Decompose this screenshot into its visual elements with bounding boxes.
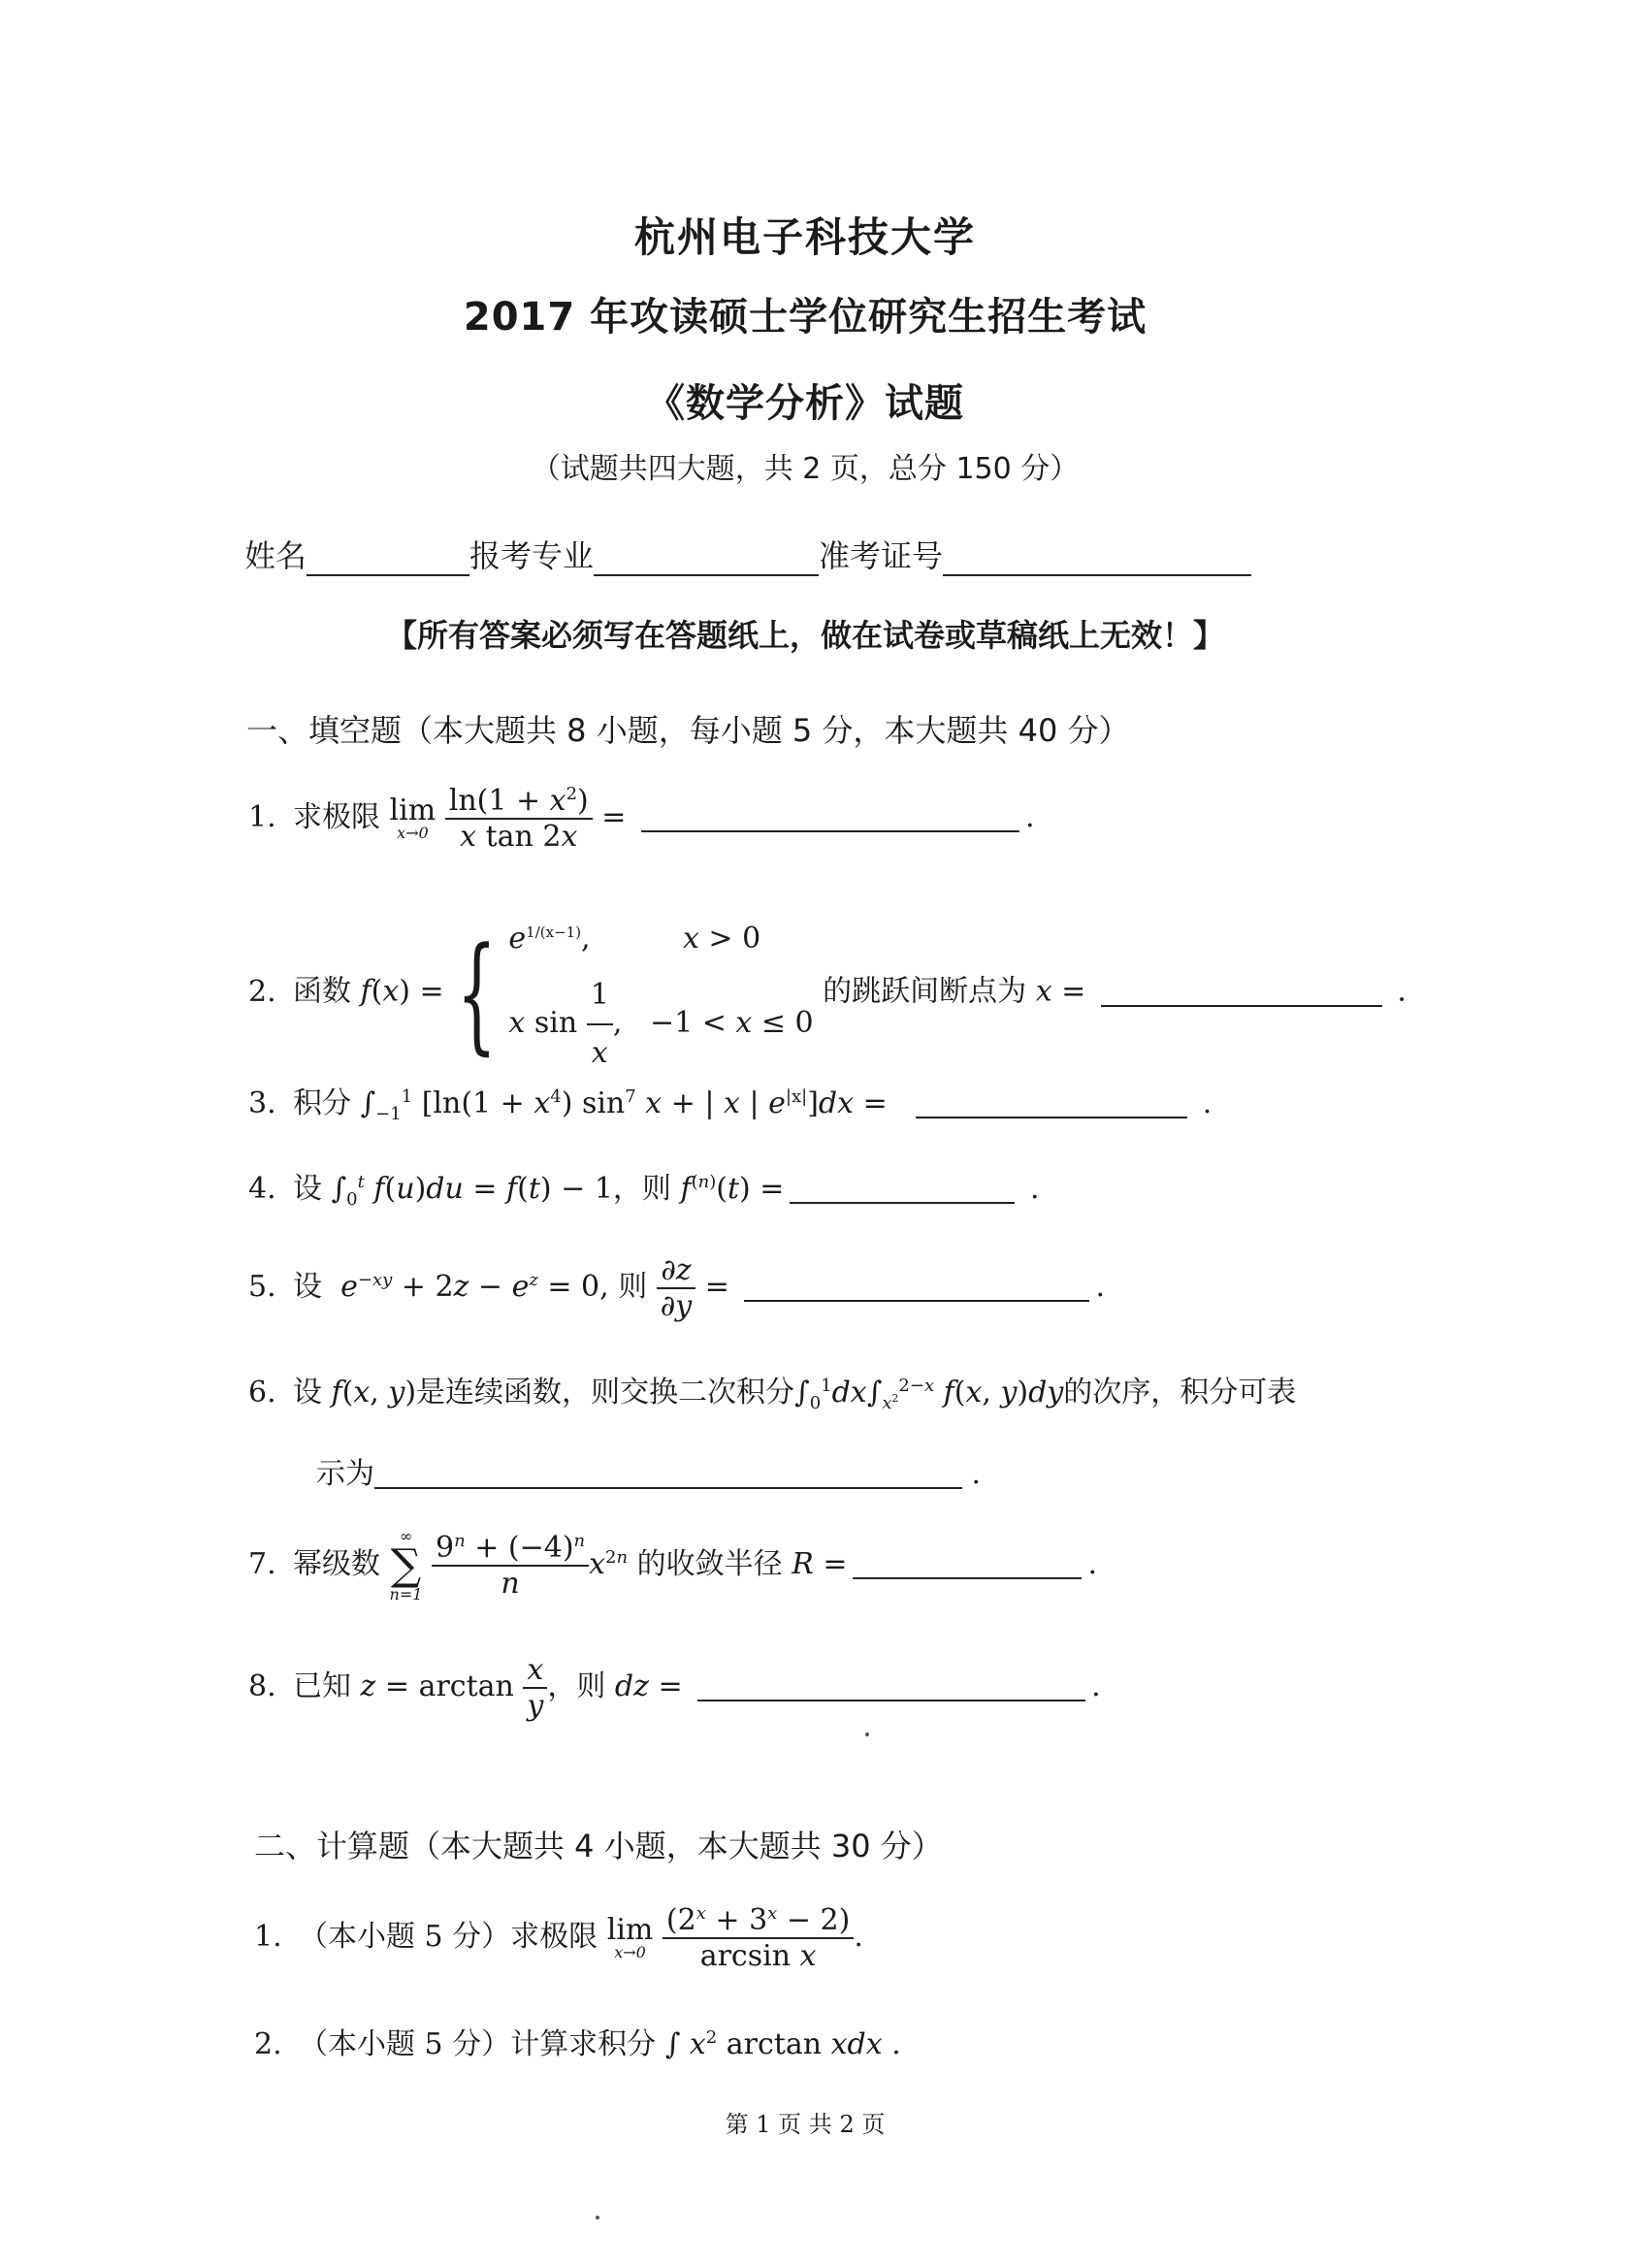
question-text: 求极限 xyxy=(293,800,380,834)
question-number: 1. xyxy=(248,800,276,834)
formula-fraction: $\frac{9^n + (-4)^n}{n}$ xyxy=(432,1531,589,1601)
question-text: （本小题 5 分）计算求积分 xyxy=(299,2027,657,2061)
section-1-title: 一、填空题（本大题共 8 小题，每小题 5 分，本大题共 40 分） xyxy=(246,712,1130,749)
exam-title: 2017 年攻读硕士学位研究生招生考试 xyxy=(463,295,1148,340)
question-1-5: 5. 设 $e^{-xy} + 2z - e^z = 0$, 则 $\frac{\partial z}{\partial y}$ = . xyxy=(248,1253,1105,1323)
formula-fraction: $\frac{\ln(1 + x^2)}{\text{x tan 2x}}$ xyxy=(445,784,593,854)
id-blank xyxy=(943,545,1251,576)
candidate-info xyxy=(244,532,1251,576)
brace-symbol: { xyxy=(456,919,497,1067)
formula-fraction: $\frac{(2^x + 3^x - 2)}{\text{arcsin x}}$ xyxy=(663,1903,854,1973)
major-blank xyxy=(594,545,819,576)
question-tail: 的次序，积分可表 xyxy=(1063,1376,1297,1409)
scan-speck xyxy=(865,1733,869,1736)
question-mid: 是连续函数，则交换二次积分 xyxy=(416,1376,795,1409)
question-text: 设 xyxy=(293,1172,322,1206)
limit-operator: lim x→0 xyxy=(606,1913,654,1961)
answer-blank xyxy=(374,1462,962,1489)
question-text: 已知 xyxy=(293,1669,351,1703)
answer-blank xyxy=(853,1552,1082,1579)
scan-speck xyxy=(596,2216,599,2219)
question-2-2: 2. （本小题 5 分）计算求积分 ∫ $x^2$ arctan xdx . xyxy=(254,2027,901,2061)
major-label: 报考专业 xyxy=(469,537,595,574)
piecewise-cases: $e^{1/(x-1)}$, x > 0 x sin $\frac{1}{x}$ , −1 < x ≤ 0 xyxy=(508,922,814,1070)
question-1-4: 4. 设 $\int_0^t$ f(u)du = f(t) − 1，则 $f^{(n)}(t)$ = . xyxy=(248,1172,1040,1210)
name-blank xyxy=(307,545,469,576)
question-suffix: 的跳跃间断点为 xyxy=(823,974,1027,1009)
question-1-6: 6. 设 f(x, y)是连续函数，则交换二次积分$\int_0^1dx\int_{x^2}^{2-x}$ f(x, y)dy的次序，积分可表 xyxy=(248,1376,1297,1413)
question-text: 设 xyxy=(293,1376,322,1409)
question-mid: ，则 xyxy=(547,1669,606,1703)
question-1-2: 2. 函数 f(x) ={ $e^{1/(x-1)}$, x > 0 x sin $\frac{1}{x}$ , −1 < x ≤ 0 的跳跃间断点为 x = . xyxy=(248,904,1406,1082)
sum-operator: ∞ ∑ n=1 xyxy=(389,1527,423,1604)
question-number: 2. xyxy=(248,974,276,1009)
question-mid: 则 xyxy=(618,1270,648,1304)
formula-fraction: $\frac{\partial z}{\partial y}$ xyxy=(657,1253,695,1323)
page-footer: 第 1 页 共 2 页 xyxy=(725,2111,886,2138)
question-1-1: 1. 求极限 lim x→0 $\frac{\ln(1 + x^2)}{\text{x tan 2x}}$ = . xyxy=(248,784,1035,854)
name-label: 姓名 xyxy=(244,537,307,574)
question-number: 5. xyxy=(248,1270,276,1304)
answer-blank xyxy=(697,1674,1085,1701)
subject-title: 《数学分析》试题 xyxy=(646,381,964,426)
question-text: 函数 xyxy=(293,974,351,1009)
formula-fraction: $\frac{x}{y}$ xyxy=(523,1653,547,1723)
question-1-3: 3. 积分 $\int_{-1}^1$ [$\ln(1 + x^4)$ $\sin^7 x$ + | x | $e^{|x|}]dx$ = . xyxy=(248,1086,1212,1124)
question-mid: 的收敛半径 xyxy=(636,1547,783,1581)
question-number: 8. xyxy=(248,1669,276,1703)
question-text: （本小题 5 分）求极限 xyxy=(299,1920,598,1954)
question-1-7: 7. 幂级数 ∞ ∑ n=1 $\frac{9^n + (-4)^n}{n}$ $x^{2n}$ 的收敛半径 R = . xyxy=(248,1527,1098,1604)
question-mid: ，则 xyxy=(612,1172,671,1206)
question-number: 7. xyxy=(248,1547,276,1581)
limit-operator: lim x→0 xyxy=(389,794,436,842)
question-text: 设 xyxy=(293,1270,322,1304)
question-text: 幂级数 xyxy=(293,1547,380,1581)
answer-notice: 【所有答案必须写在答题纸上，做在试卷或草稿纸上无效！】 xyxy=(385,617,1224,654)
question-number: 6. xyxy=(248,1376,276,1409)
answer-blank xyxy=(916,1091,1187,1118)
question-number: 4. xyxy=(248,1172,276,1206)
answer-blank xyxy=(1101,980,1382,1007)
question-2-1: 1. （本小题 5 分）求极限 lim x→0 $\frac{(2^x + 3^x - 2)}{\text{arcsin x}}$ . xyxy=(254,1903,863,1973)
question-1-6-line2: 示为 . xyxy=(316,1457,982,1491)
university-title: 杭州电子科技大学 xyxy=(633,213,976,261)
id-label: 准考证号 xyxy=(819,537,944,574)
section-2-title: 二、计算题（本大题共 4 小题，本大题共 30 分） xyxy=(254,1828,943,1864)
question-number: 3. xyxy=(248,1086,276,1120)
question-text: 积分 xyxy=(293,1086,351,1120)
exam-note: （试题共四大题，共 2 页，总分 150 分） xyxy=(531,452,1080,486)
question-number: 2. xyxy=(254,2027,282,2061)
answer-blank xyxy=(641,805,1019,832)
question-number: 1. xyxy=(254,1920,282,1954)
answer-blank xyxy=(744,1275,1089,1302)
answer-blank xyxy=(790,1177,1015,1204)
question-1-8: 8. 已知 z = arctan $\frac{x}{y}$ ，则 dz = . xyxy=(248,1653,1101,1723)
question-line2: 示为 xyxy=(316,1457,374,1491)
